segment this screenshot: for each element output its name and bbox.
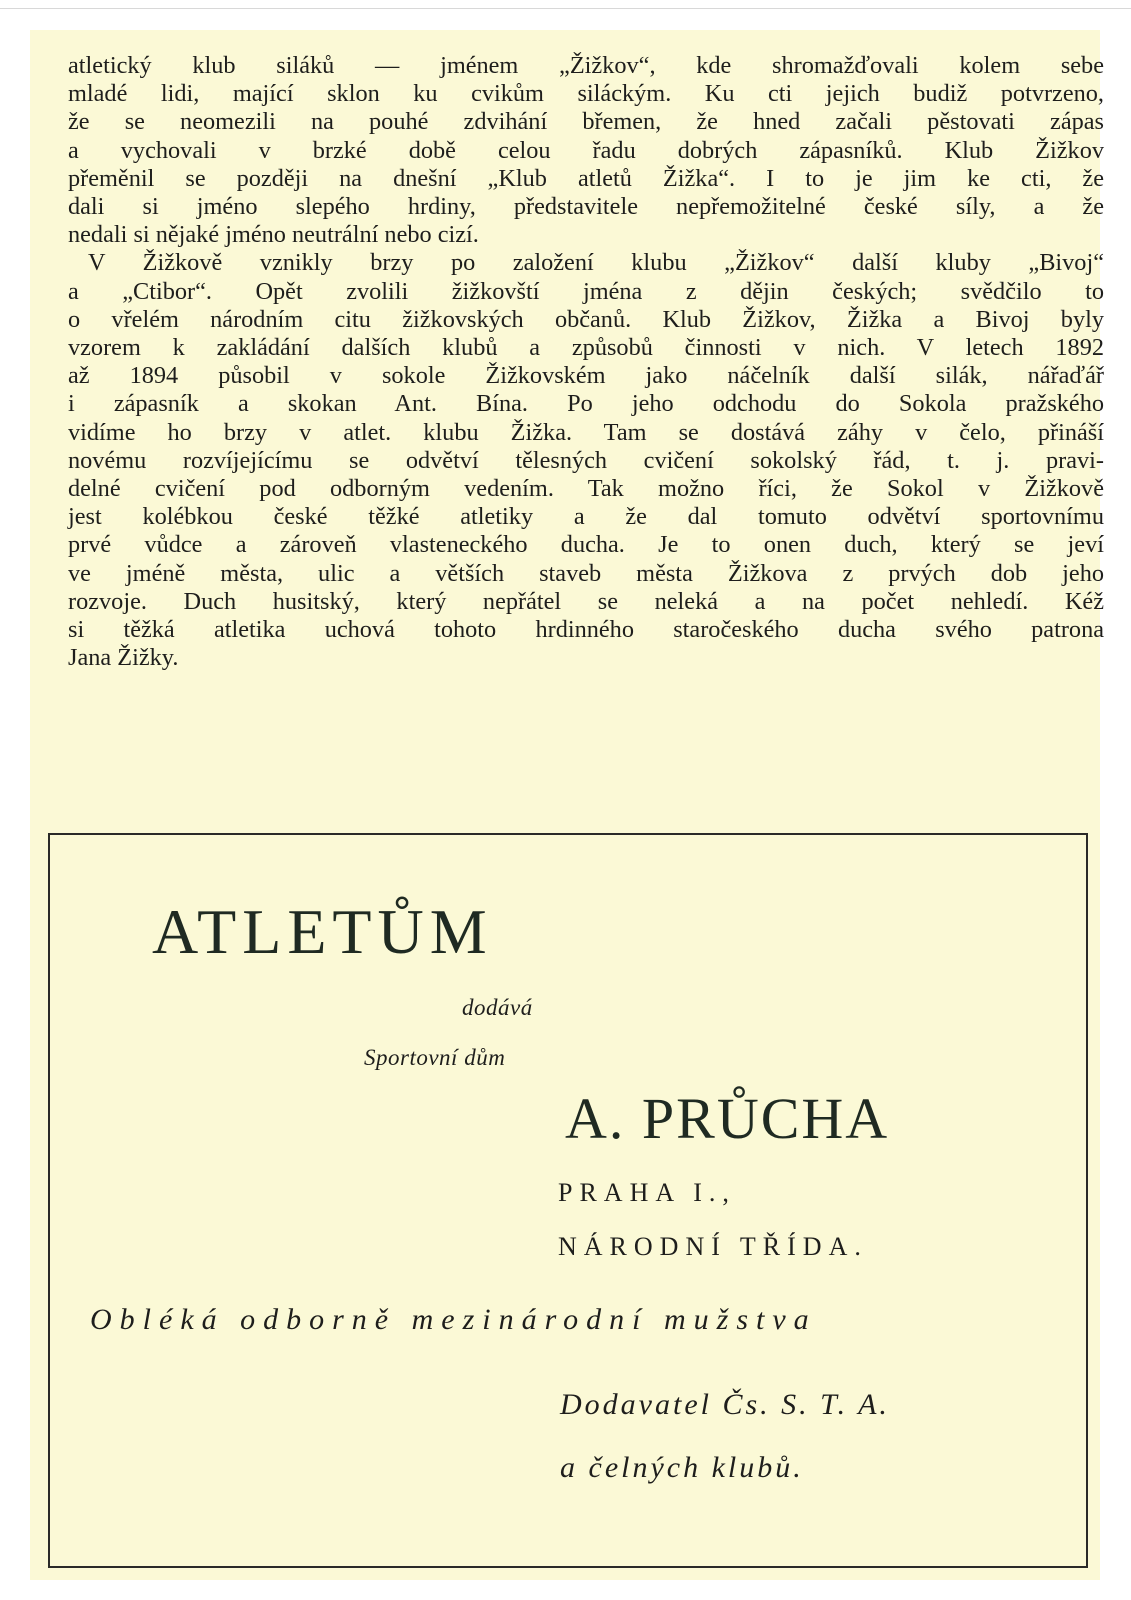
article-text: [68, 52, 1104, 672]
ad-city: PRAHA I.,: [558, 1178, 736, 1207]
ad-brand-name: A. PRŮCHA: [565, 1086, 890, 1151]
text-line: a vychovali v brzké době celou řadu dobrých zápasníků. Klub Žižkov: [68, 136, 1104, 164]
text-line: dali si jméno slepého hrdiny, představitele nepřemožitelné české síly, a že: [68, 193, 1104, 221]
ad-supplies-text: dodává: [462, 995, 533, 1020]
text-line: přeměnil se později na dnešní „Klub atletů Žižka“. I to je jim ke cti, že: [68, 164, 1104, 192]
text-line: že se neomezili na pouhé zdvihání břemen, že hned začali pěstovati zápas: [68, 108, 1104, 136]
text-line: a „Ctibor“. Opět zvolili žižkovští jména z dějin českých; svědčilo to: [68, 277, 1104, 305]
text-line: mladé lidi, mající sklon ku cvikům siláckým. Ku cti jejich budiž potvrzeno,: [68, 80, 1104, 108]
text-line: až 1894 působil v sokole Žižkovském jako náčelník další silák, nářaďář: [68, 362, 1104, 390]
document-page: [30, 30, 1104, 1580]
text-line: Jana Žižky.: [68, 644, 179, 672]
text-line: vidíme ho brzy v atlet. klubu Žižka. Tam se dostává záhy v čelo, přináší: [68, 418, 1104, 446]
ad-title: ATLETŮM: [152, 896, 493, 967]
ad-slogan: Obléká odborně mezinárodní mužstva: [90, 1303, 817, 1336]
text-line: i zápasník a skokan Ant. Bína. Po jeho odchodu do Sokola pražského: [68, 390, 1104, 418]
text-line: jest kolébkou české těžké atletiky a že dal tomuto odvětví sportovnímu: [68, 503, 1104, 531]
text-line: nedali si nějaké jméno neutrální nebo cizí.: [68, 221, 479, 249]
ad-supplier-line: Dodavatel Čs. S. T. A.: [560, 1388, 890, 1421]
text-line: V Žižkově vznikly brzy po založení klubu „Žižkov“ další kluby „Bivoj“: [88, 249, 1104, 277]
text-line: vzorem k zakládání dalších klubů a způsobů činnosti v nich. V letech 1892: [68, 334, 1104, 362]
ad-store-text: Sportovní dům: [364, 1045, 506, 1070]
text-line: delné cvičení pod odborným vedením. Tak možno říci, že Sokol v Žižkově: [68, 475, 1104, 503]
text-line: novému rozvíjejícímu se odvětví tělesných cvičení sokolský řád, t. j. pravi-: [68, 446, 1104, 474]
text-line: ve jméně města, ulic a větších staveb města Žižkova z prvých dob jeho: [68, 559, 1104, 587]
text-line: rozvoje. Duch husitský, který nepřátel se neleká a na počet nehledí. Kéž: [68, 587, 1104, 615]
text-line: si těžká atletika uchová tohoto hrdinného staročeského ducha svého patrona: [68, 616, 1104, 644]
text-line: o vřelém národním citu žižkovských občanů. Klub Žižkov, Žižka a Bivoj byly: [68, 305, 1104, 333]
advertisement: [48, 833, 1088, 1568]
ad-clubs-line: a čelných klubů.: [560, 1451, 804, 1484]
text-line: prvé vůdce a zároveň vlasteneckého ducha. Je to onen duch, který se jeví: [68, 531, 1104, 559]
ad-street: NÁRODNÍ TŘÍDA.: [558, 1232, 868, 1261]
text-line: atletický klub siláků — jménem „Žižkov“, kde shromažďovali kolem sebe: [68, 52, 1104, 79]
page-top-edge: [0, 8, 1131, 9]
